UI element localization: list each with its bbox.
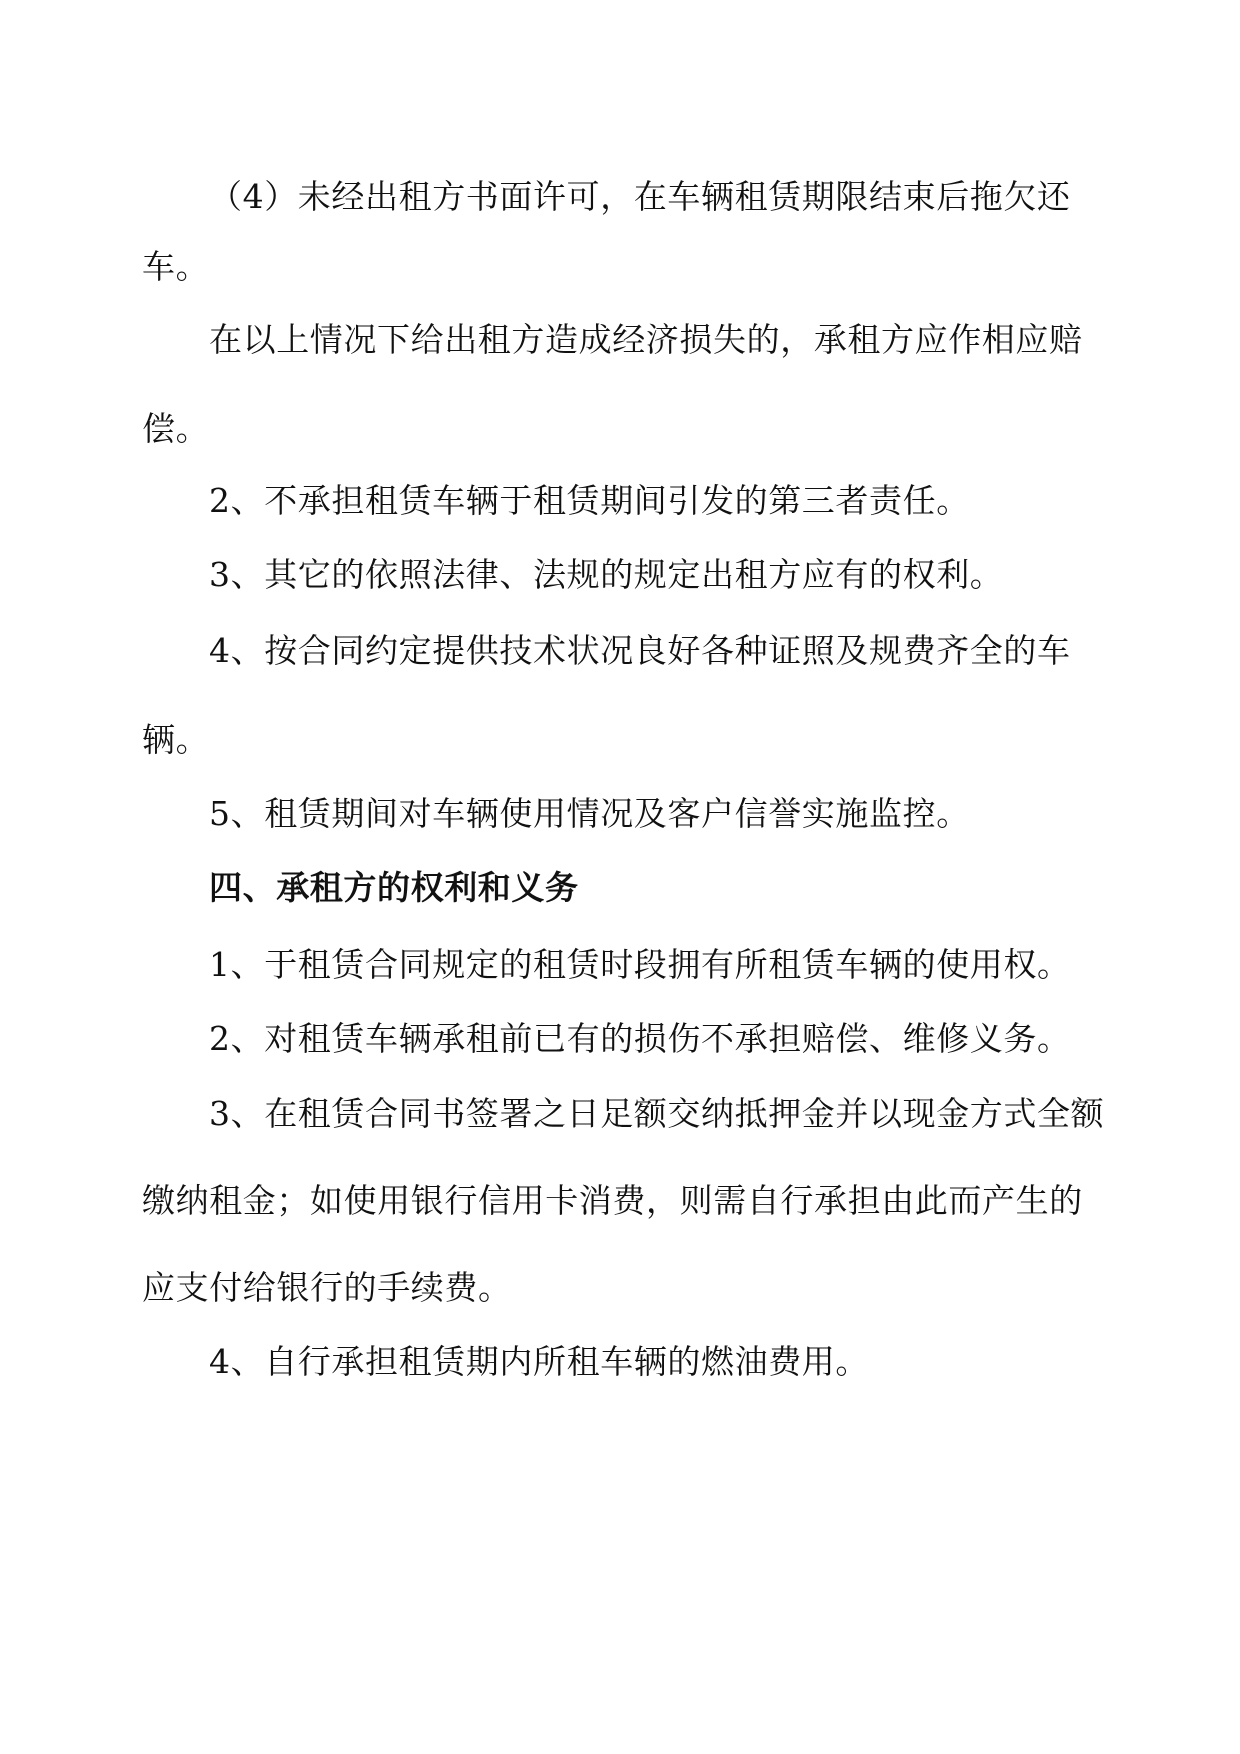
- lessor-duty-4-line-2: 辆。: [142, 720, 210, 759]
- lessee-right-2: 2、对租赁车辆承租前已有的损伤不承担赔偿、维修义务。: [209, 1019, 1071, 1058]
- lessee-duty-3-line-2: 缴纳租金；如使用银行信用卡消费，则需自行承担由此而产生的: [142, 1181, 1083, 1220]
- clause-4-4-line-2: 车。: [142, 247, 210, 286]
- lessor-right-2: 2、不承担租赁车辆于租赁期间引发的第三者责任。: [209, 481, 970, 520]
- lessee-duty-4: 4、自行承担租赁期内所租车辆的燃油费用。: [209, 1342, 869, 1381]
- lessee-duty-3-line-1: 3、在租赁合同书签署之日足额交纳抵押金并以现金方式全额: [209, 1094, 1105, 1133]
- lessor-duty-4-line-1: 4、按合同约定提供技术状况良好各种证照及规费齐全的车: [209, 631, 1071, 670]
- lessor-duty-5: 5、租赁期间对车辆使用情况及客户信誉实施监控。: [209, 794, 970, 833]
- lessor-right-3: 3、其它的依照法律、法规的规定出租方应有的权利。: [209, 555, 1004, 594]
- compensation-line-1: 在以上情况下给出租方造成经济损失的，承租方应作相应赔: [209, 320, 1083, 359]
- lessee-right-1: 1、于租赁合同规定的租赁时段拥有所租赁车辆的使用权。: [209, 945, 1071, 984]
- section-heading-lessee: 四、承租方的权利和义务: [209, 868, 579, 907]
- lessee-duty-3-line-3: 应支付给银行的手续费。: [142, 1268, 512, 1307]
- clause-4-4-line-1: （4）未经出租方书面许可，在车辆租赁期限结束后拖欠还: [209, 177, 1071, 216]
- compensation-line-2: 偿。: [142, 409, 210, 448]
